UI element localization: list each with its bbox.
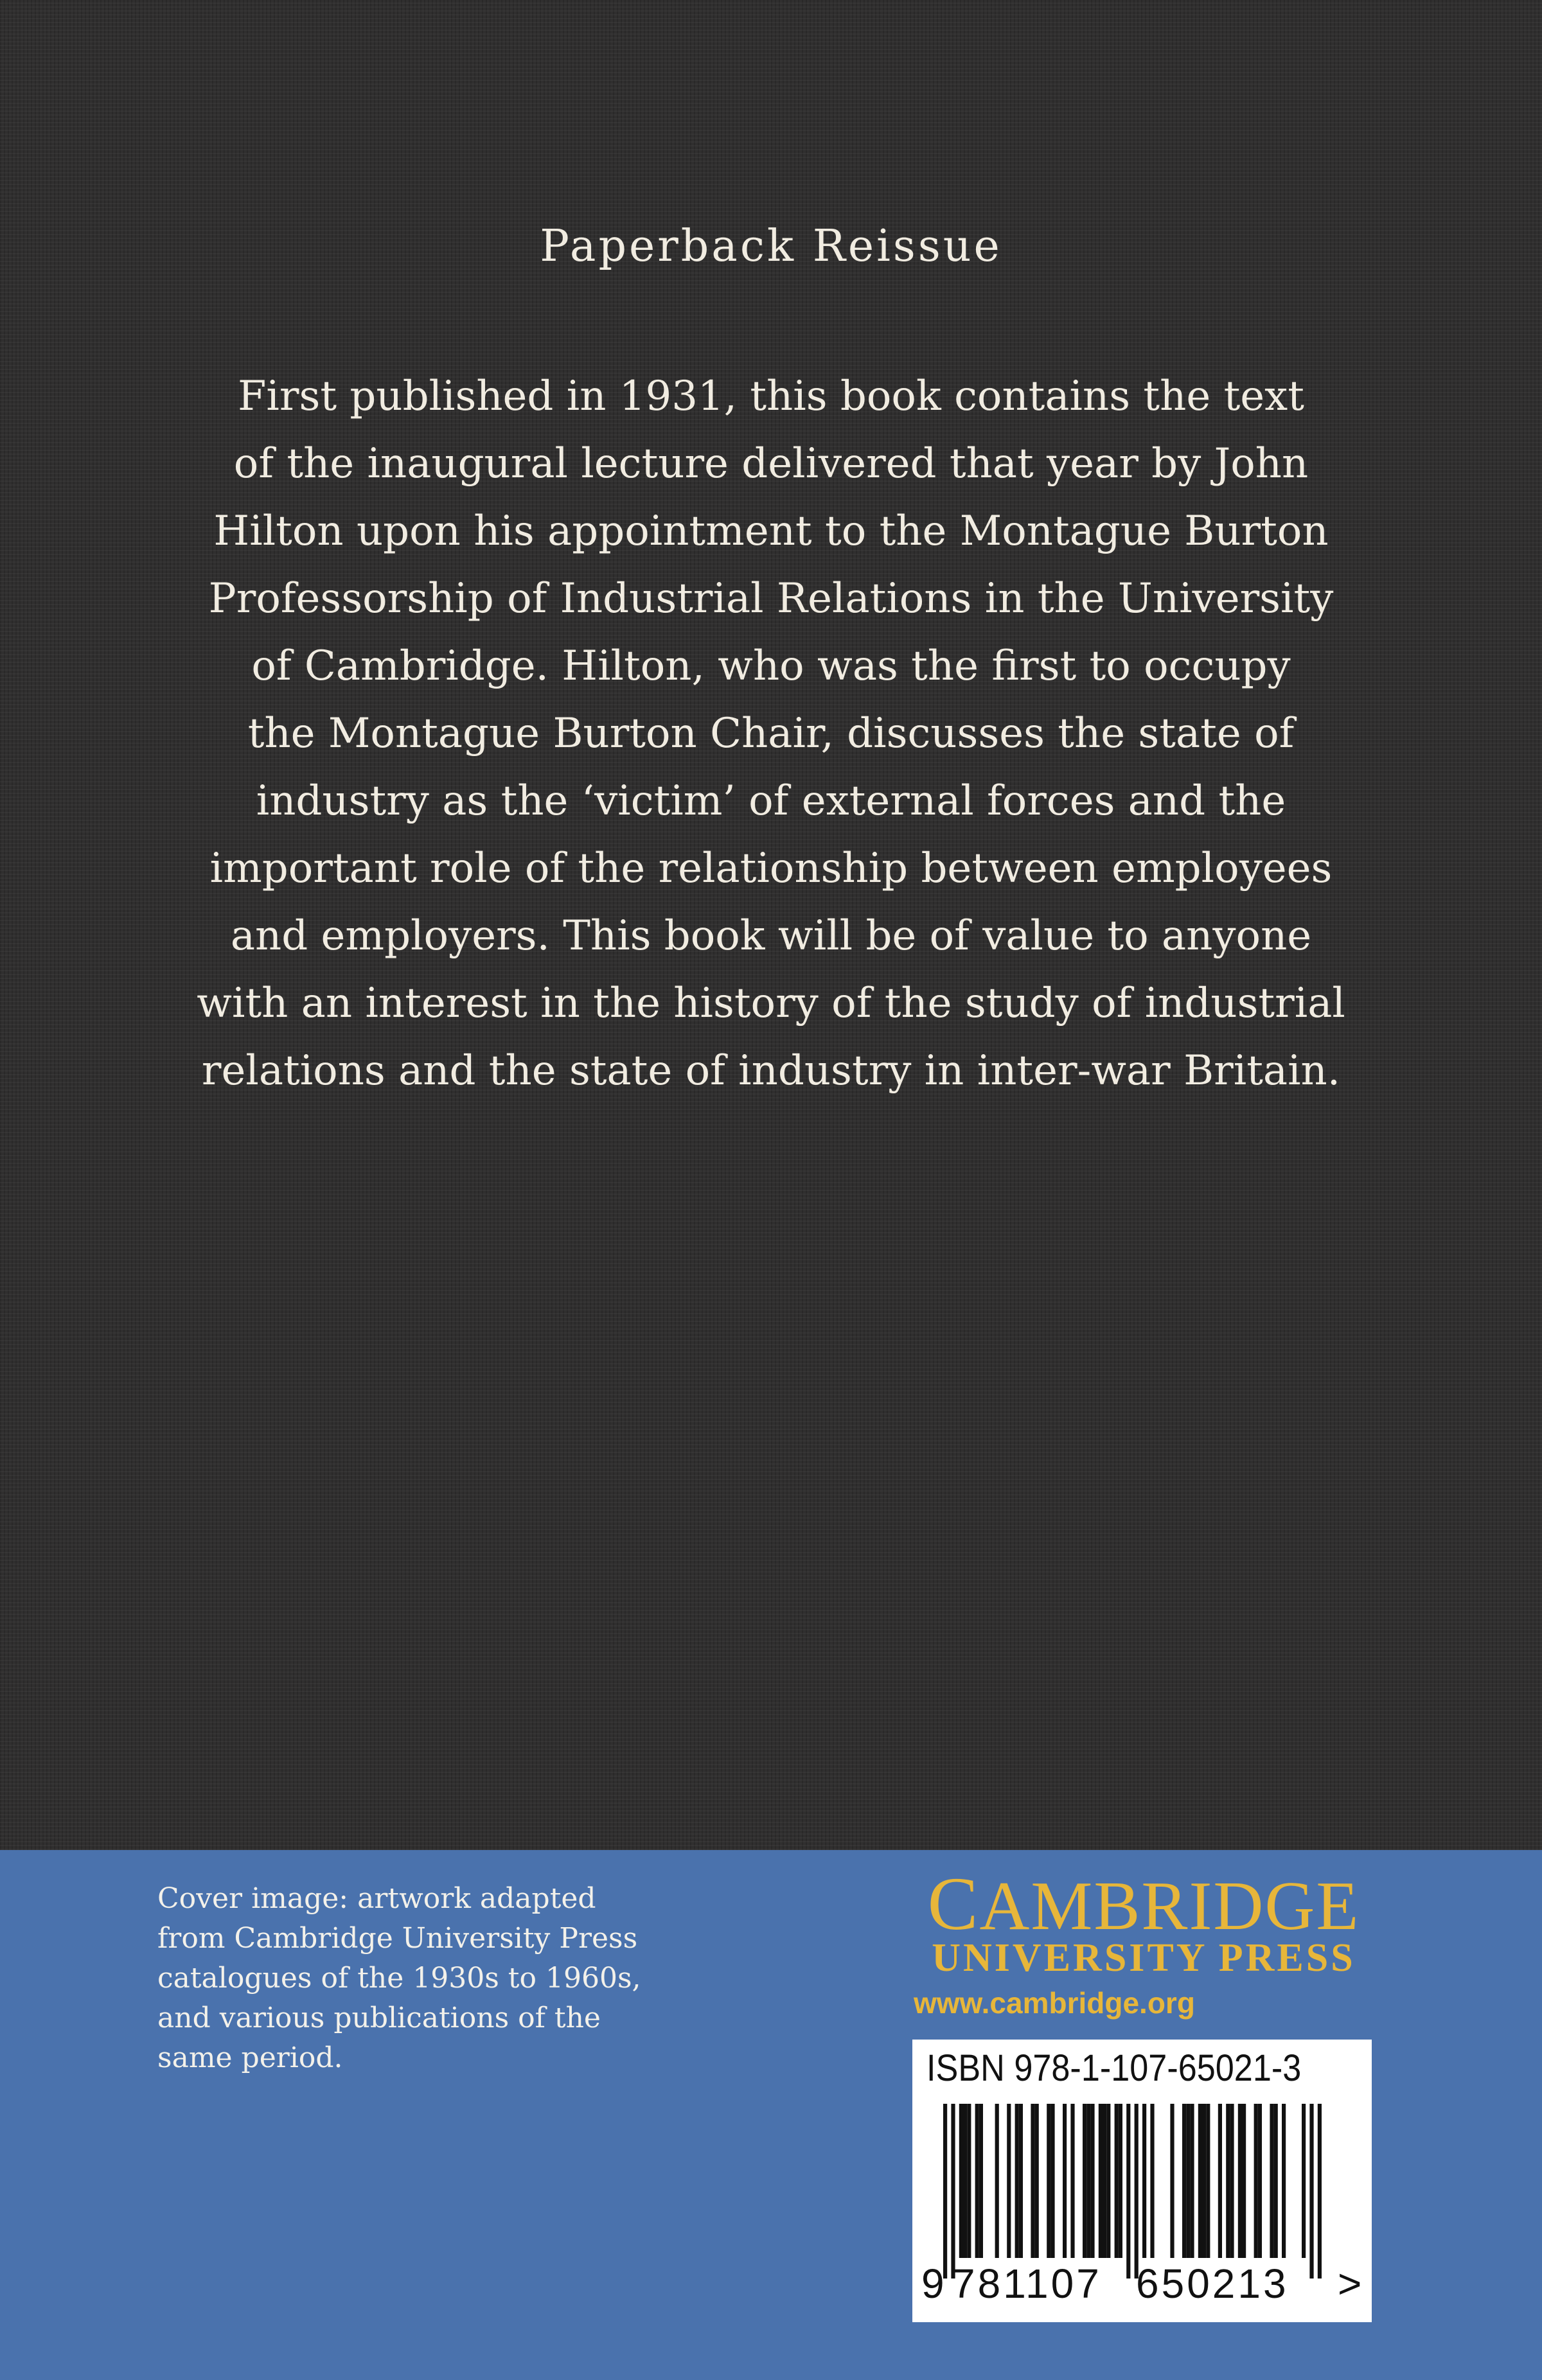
description-line: Professorship of Industrial Relations in the University [208,575,1334,622]
description-line: the Montague Burton Chair, discusses the state of [247,710,1295,757]
publisher-website: www.cambridge.org [914,1986,1195,2020]
credit-line: Cover image: artwork adapted [157,1882,596,1915]
barcode-bar [1226,2104,1230,2258]
isbn-barcode [912,2040,1372,2322]
barcode-bar [1019,2104,1023,2258]
barcode-bar [1282,2104,1286,2258]
description-line: industry as the ‘victim’ of external forces and the [256,777,1286,825]
barcode-bar [1302,2104,1306,2258]
barcode-bar [1202,2104,1206,2258]
description-line: with an interest in the history of the study of industrial [197,980,1345,1027]
barcode-bar [979,2104,983,2258]
barcode-bar [959,2104,963,2258]
barcode-bar [1242,2104,1246,2258]
barcode-guard-bar [1135,2104,1139,2279]
barcode-bar [1070,2104,1074,2258]
barcode-bar [1090,2104,1094,2258]
barcode-bar [995,2104,999,2258]
barcode-bar [975,2104,979,2258]
barcode-bar [1182,2104,1186,2258]
publisher-subtitle: UNIVERSITY PRESS [932,1936,1356,1980]
barcode-bar [1186,2104,1190,2258]
barcode-bar [1218,2104,1222,2258]
description-line: Hilton upon his appointment to the Montague Burton [213,507,1329,555]
barcode-end-marker: > [1338,2261,1362,2307]
barcode-bar [1050,2104,1054,2258]
barcode-bar [1270,2104,1273,2258]
description-line: important role of the relationship between employees [209,845,1333,892]
isbn-label: ISBN 978-1-107-65021-3 [926,2047,1302,2089]
barcode-bar [1063,2104,1067,2258]
barcode-first-digit: 9 [921,2261,944,2307]
barcode-guard-bar [1318,2104,1322,2279]
barcode-bar [1150,2104,1154,2258]
barcode-bar [1230,2104,1234,2258]
barcode-bar [1274,2104,1278,2258]
description-line: of Cambridge. Hilton, who was the first to occupy [251,642,1291,690]
barcode-guard-bar [1309,2104,1313,2279]
barcode-bar [1035,2104,1039,2258]
barcode-bar [1119,2104,1122,2258]
credit-line: and various publications of the [157,2002,601,2034]
barcode-bar [1206,2104,1210,2258]
barcode-right-digits: 650213 [1136,2261,1289,2307]
barcode-guard-bar [951,2104,955,2279]
barcode-bar [1083,2104,1086,2258]
barcode-left-digits: 781107 [952,2261,1102,2307]
barcode-bar [1190,2104,1194,2258]
publisher-name: CAMBRIDGE [927,1862,1360,1946]
description-line: of the inaugural lecture delivered that year by John [233,440,1309,488]
barcode-bar [967,2104,971,2258]
barcode-bar [1142,2104,1146,2258]
credit-line: from Cambridge University Press [157,1922,638,1955]
credit-line: same period. [157,2041,343,2074]
barcode-bar [1258,2104,1262,2258]
cover-image-credit [157,1879,659,2078]
barcode-bar [1086,2104,1090,2258]
description-line: First published in 1931, this book contains the text [238,373,1304,420]
barcode-bar [1031,2104,1034,2258]
barcode-bar [1099,2104,1103,2258]
edition-label: Paperback Reissue [540,221,1002,272]
barcode-bar [1198,2104,1202,2258]
barcode-guard-bar [943,2104,947,2279]
barcode-bar [1103,2104,1106,2258]
barcode-bar [1238,2104,1242,2258]
barcode-bar [963,2104,967,2258]
book-description [180,363,1362,1105]
description-line: relations and the state of industry in inter-war Britain. [201,1047,1341,1095]
publisher-logo [912,1862,1375,2020]
credit-line: catalogues of the 1930s to 1960s, [157,1962,641,1995]
barcode-bar [1115,2104,1119,2258]
barcode-bar [1106,2104,1110,2258]
description-line: and employers. This book will be of value to anyone [230,912,1312,960]
barcode-bar [1254,2104,1258,2258]
barcode-guard-bar [1126,2104,1130,2279]
barcode-bar [1007,2104,1011,2258]
barcode-bar [1047,2104,1050,2258]
barcode-bar [1015,2104,1019,2258]
barcode-bar [1170,2104,1174,2258]
